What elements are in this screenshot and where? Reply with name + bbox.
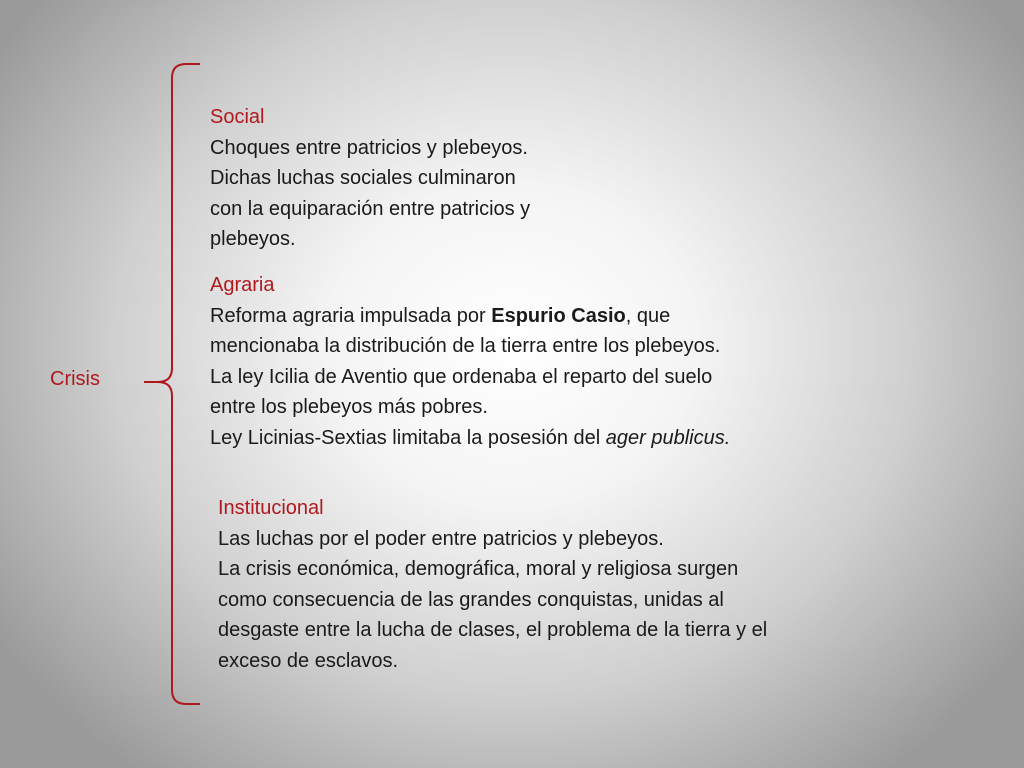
institucional-line: como consecuencia de las grandes conquistas, unidas al bbox=[218, 588, 724, 611]
institucional-line: Las luchas por el poder entre patricios y plebeyos. bbox=[218, 527, 664, 550]
institucional-block bbox=[218, 493, 767, 676]
institucional-line: exceso de esclavos. bbox=[218, 649, 399, 672]
institucional-line: La crisis económica, demográfica, moral y religiosa surgen bbox=[218, 558, 739, 580]
social-line: Choques entre patricios y plebeyos. bbox=[210, 136, 528, 159]
agraria-term-italic: ager publicus. bbox=[605, 426, 731, 449]
agraria-text: Ley Licinias-Sextias limitaba la posesión del bbox=[210, 426, 606, 449]
social-line: plebeyos. bbox=[210, 228, 296, 250]
agraria-line: entre los plebeyos más pobres. bbox=[210, 396, 488, 418]
agraria-line: La ley Icilia de Aventio que ordenaba el reparto del suelo bbox=[210, 365, 713, 388]
agraria-block bbox=[210, 270, 730, 453]
social-line: Dichas luchas sociales culminaron bbox=[210, 167, 516, 189]
institucional-heading: Institucional bbox=[218, 497, 324, 519]
agraria-text: Reforma agraria impulsada por bbox=[210, 304, 492, 327]
agraria-name-bold: Espurio Casio bbox=[491, 304, 626, 327]
agraria-line: mencionaba la distribución de la tierra entre los plebeyos. bbox=[210, 335, 721, 357]
agraria-heading: Agraria bbox=[210, 274, 275, 296]
brace-path bbox=[144, 64, 200, 704]
institucional-line: desgaste entre la lucha de clases, el problema de la tierra y el bbox=[218, 619, 768, 641]
social-heading: Social bbox=[210, 106, 265, 128]
agraria-text: , que bbox=[625, 304, 671, 327]
agraria-line bbox=[210, 301, 730, 332]
social-line: con la equiparación entre patricios y bbox=[210, 197, 531, 220]
social-block bbox=[210, 102, 530, 255]
crisis-label: Crisis bbox=[50, 368, 100, 390]
agraria-line bbox=[210, 423, 730, 454]
